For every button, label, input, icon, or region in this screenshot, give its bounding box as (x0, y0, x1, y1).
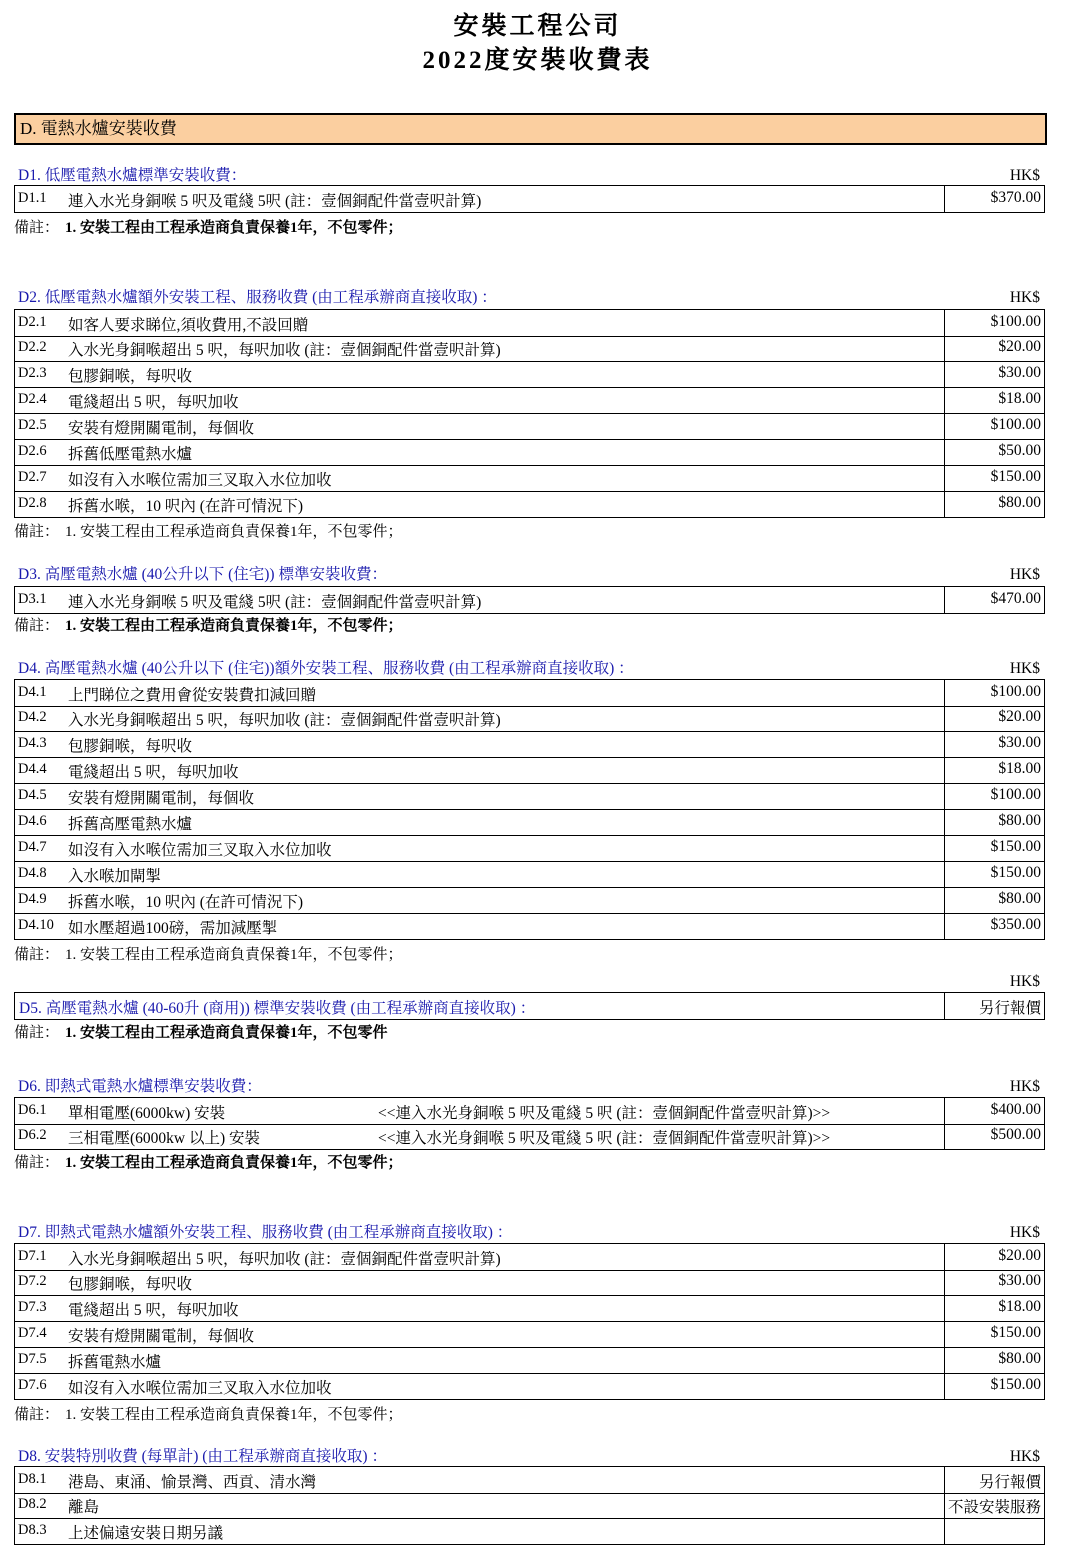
d1-header (14, 160, 1043, 186)
remark-text: 1. 安裝工程由工程承造商負責保養1年，不包零件； (65, 947, 403, 963)
remark-label: 備註： (14, 947, 60, 963)
item-price: $20.00 (944, 1244, 1044, 1270)
item-code: D3.1 (18, 591, 47, 607)
table-row (14, 1321, 1045, 1348)
item-code: D2.6 (18, 443, 47, 459)
item-price: $80.00 (944, 1347, 1044, 1373)
remark-label: 備註： (14, 1407, 60, 1423)
item-code: D8.2 (18, 1496, 47, 1512)
item-code: D8.3 (18, 1522, 47, 1538)
d1-remark (14, 216, 403, 237)
item-description: 如水壓超過100磅，需加減壓掣 (68, 920, 278, 937)
item-price: $100.00 (944, 783, 1044, 809)
item-code: D4.10 (18, 917, 54, 933)
item-description: 安裝有燈開關電制，每個收 (68, 420, 255, 437)
item-code: D6.1 (18, 1102, 47, 1118)
item-price: 不設安裝服務 (944, 1492, 1044, 1518)
table-row (14, 679, 1045, 707)
item-description: 上述偏遠安裝日期另議 (68, 1525, 224, 1542)
item-description: 如沒有入水喉位需加三叉取入水位加收 (68, 472, 332, 489)
d5-remark (14, 1021, 388, 1042)
table-row (14, 387, 1045, 414)
table-row (14, 705, 1045, 732)
item-description: 電綫超出 5 呎，每呎加收 (68, 1302, 239, 1319)
item-price: $150.00 (944, 465, 1044, 491)
table-row (14, 361, 1045, 388)
item-code: D2.5 (18, 417, 47, 433)
remark-text: 1. 安裝工程由工程承造商負責保養1年，不包零件； (65, 1407, 403, 1423)
item-code: D2.7 (18, 469, 47, 485)
remark-text: 1. 安裝工程由工程承造商負責保養1年，不包零件； (65, 618, 403, 634)
table-row (14, 809, 1045, 836)
item-code: D4.2 (18, 709, 47, 725)
item-price: $80.00 (944, 491, 1044, 517)
item-description: 連入水光身銅喉 5 呎及電綫 5呎 (註：壹個銅配件當壹呎計算) (68, 193, 482, 210)
item-price: $370.00 (944, 186, 1044, 212)
table-row (14, 439, 1045, 466)
section-header: D. 電熱水爐安裝收費 (14, 113, 1047, 145)
item-description: 拆舊水喉，10 呎內 (在許可情況下) (68, 894, 304, 911)
d4-header (14, 653, 1043, 679)
table-row (14, 1347, 1045, 1374)
item-price: $100.00 (944, 310, 1044, 336)
d3-header (14, 559, 1043, 585)
remark-label: 備註： (14, 1155, 60, 1171)
item-code: D4.3 (18, 735, 47, 751)
item-code: D7.6 (18, 1377, 47, 1393)
table-row (14, 185, 1045, 213)
item-code: D7.4 (18, 1325, 47, 1341)
item-description: 拆舊電熱水爐 (68, 1354, 162, 1371)
item-code: D8.1 (18, 1471, 47, 1487)
item-price: $500.00 (944, 1123, 1044, 1149)
d5-row (14, 992, 1045, 1020)
item-price: $20.00 (944, 705, 1044, 731)
d7-remark (14, 1403, 403, 1424)
item-price: $18.00 (944, 387, 1044, 413)
item-description: 包膠銅喉，每呎收 (68, 368, 193, 385)
item-description: 如沒有入水喉位需加三叉取入水位加收 (68, 842, 332, 859)
item-description: 拆舊水喉，10 呎內 (在許可情況下) (68, 498, 304, 515)
item-description: 港島、東涌、愉景灣、西貢、清水灣 (68, 1474, 317, 1491)
item-code: D4.8 (18, 865, 47, 881)
d3-title: D3. 高壓電熱水爐 (40公升以下 (住宅)) 標準安裝收費： (18, 566, 387, 583)
item-description: 單相電壓(6000kw) 安裝 (68, 1105, 226, 1122)
item-price: $400.00 (944, 1098, 1044, 1124)
item-price: $150.00 (944, 861, 1044, 887)
item-description: 如客人要求睇位,須收費用,不設回贈 (68, 317, 309, 334)
item-code: D2.4 (18, 391, 47, 407)
item-code: D1.1 (18, 190, 47, 206)
table-row (14, 1269, 1045, 1296)
item-price: $30.00 (944, 731, 1044, 757)
d2-title: D2. 低壓電熱水爐額外安裝工程、服務收費 (由工程承辦商直接收取) ： (18, 289, 497, 306)
item-price: $150.00 (944, 1373, 1044, 1399)
item-code: D2.3 (18, 365, 47, 381)
table-row (14, 731, 1045, 758)
remark-text: 1. 安裝工程由工程承造商負責保養1年，不包零件 (65, 1025, 388, 1041)
table-row (14, 586, 1045, 614)
item-code: D2.8 (18, 495, 47, 511)
item-price: $18.00 (944, 757, 1044, 783)
d8-title: D8. 安裝特別收費 (每單計) (由工程承辦商直接收取) ： (18, 1448, 387, 1465)
item-description: 安裝有燈開關電制，每個收 (68, 1328, 255, 1345)
item-price: $30.00 (944, 1269, 1044, 1295)
item-description: 包膠銅喉，每呎收 (68, 1276, 193, 1293)
item-price (944, 1518, 1044, 1544)
table-row (14, 1123, 1045, 1150)
item-code: D4.7 (18, 839, 47, 855)
item-description: 連入水光身銅喉 5 呎及電綫 5呎 (註：壹個銅配件當壹呎計算) (68, 594, 482, 611)
currency-label: HK$ (1009, 289, 1040, 306)
d5-currency-header (14, 966, 1043, 992)
item-description: 入水光身銅喉超出 5 呎，每呎加收 (註：壹個銅配件當壹呎計算) (68, 712, 501, 729)
item-description: 如沒有入水喉位需加三叉取入水位加收 (68, 1380, 332, 1397)
item-price: $100.00 (944, 413, 1044, 439)
item-description: 入水喉加閘掣 (68, 868, 162, 885)
table-row (14, 887, 1045, 914)
item-description: 安裝有燈開關電制，每個收 (68, 790, 255, 807)
table-row (14, 491, 1045, 518)
item-description: 入水光身銅喉超出 5 呎，每呎加收 (註：壹個銅配件當壹呎計算) (68, 1251, 501, 1268)
item-price: $350.00 (944, 913, 1044, 939)
item-code: D7.2 (18, 1273, 47, 1289)
item-price: $150.00 (944, 1321, 1044, 1347)
table-row (14, 1492, 1045, 1519)
table-row (14, 1373, 1045, 1400)
remark-label: 備註： (14, 220, 60, 236)
item-code: D7.1 (18, 1248, 47, 1264)
table-row (14, 309, 1045, 337)
d4-remark (14, 943, 403, 964)
d6-title: D6. 即熱式電熱水爐標準安裝收費： (18, 1078, 262, 1095)
item-code: D4.1 (18, 684, 47, 700)
item-price: $20.00 (944, 335, 1044, 361)
item-code: D4.6 (18, 813, 47, 829)
item-price: $30.00 (944, 361, 1044, 387)
d6-header (14, 1071, 1043, 1097)
d5-title: D5. 高壓電熱水爐 (40-60升 (商用)) 標準安裝收費 (由工程承辦商直接收取) ： (19, 1000, 536, 1017)
item-description: 包膠銅喉，每呎收 (68, 738, 193, 755)
item-code: D7.5 (18, 1351, 47, 1367)
item-description: 入水光身銅喉超出 5 呎，每呎加收 (註：壹個銅配件當壹呎計算) (68, 342, 501, 359)
item-price: $470.00 (944, 587, 1044, 613)
remark-label: 備註： (14, 524, 60, 540)
table-row (14, 913, 1045, 940)
table-row (14, 1295, 1045, 1322)
currency-label: HK$ (1009, 1224, 1040, 1241)
item-description: 電綫超出 5 呎，每呎加收 (68, 764, 239, 781)
table-row (14, 413, 1045, 440)
item-description: 電綫超出 5 呎，每呎加收 (68, 394, 239, 411)
d7-title: D7. 即熱式電熱水爐額外安裝工程、服務收費 (由工程承辦商直接收取) ： (18, 1224, 513, 1241)
item-description: 離島 (68, 1499, 100, 1516)
table-row (14, 861, 1045, 888)
item-code: D2.2 (18, 339, 47, 355)
table-row (14, 465, 1045, 492)
item-price: $150.00 (944, 835, 1044, 861)
currency-label: HK$ (1009, 1448, 1040, 1465)
table-row (14, 783, 1045, 810)
item-code: D4.5 (18, 787, 47, 803)
table-row (14, 1097, 1045, 1125)
item-code: D7.3 (18, 1299, 47, 1315)
currency-label: HK$ (1009, 973, 1040, 990)
d2-remark (14, 520, 403, 541)
item-code: D6.2 (18, 1127, 47, 1143)
item-description: 拆舊低壓電熱水爐 (68, 446, 193, 463)
item-note: <<連入水光身銅喉 5 呎及電綫 5 呎 (註：壹個銅配件當壹呎計算)>> (378, 1130, 831, 1147)
item-price: $80.00 (944, 887, 1044, 913)
remark-text: 1. 安裝工程由工程承造商負責保養1年，不包零件； (65, 220, 403, 236)
item-description: 上門睇位之費用會從安裝費扣減回贈 (68, 687, 317, 704)
table-row (14, 1243, 1045, 1271)
item-code: D4.9 (18, 891, 47, 907)
document-title: 2022度安裝收費表 (422, 47, 653, 74)
d2-header (14, 282, 1043, 308)
d5-price: 另行報價 (944, 993, 1044, 1019)
currency-label: HK$ (1009, 167, 1040, 184)
item-price: $80.00 (944, 809, 1044, 835)
d6-remark (14, 1151, 403, 1172)
d4-title: D4. 高壓電熱水爐 (40公升以下 (住宅))額外安裝工程、服務收費 (由工程承辦商直接收取) ： (18, 660, 634, 677)
table-row (14, 335, 1045, 362)
currency-label: HK$ (1009, 566, 1040, 583)
d1-title: D1. 低壓電熱水爐標準安裝收費： (18, 167, 247, 184)
remark-text: 1. 安裝工程由工程承造商負責保養1年，不包零件； (65, 1155, 403, 1171)
item-code: D4.4 (18, 761, 47, 777)
item-description: 拆舊高壓電熱水爐 (68, 816, 193, 833)
item-price: $18.00 (944, 1295, 1044, 1321)
table-row (14, 757, 1045, 784)
remark-label: 備註： (14, 1025, 60, 1041)
currency-label: HK$ (1009, 660, 1040, 677)
d3-remark (14, 614, 403, 635)
d7-header (14, 1217, 1043, 1243)
remark-label: 備註： (14, 618, 60, 634)
remark-text: 1. 安裝工程由工程承造商負責保養1年，不包零件； (65, 524, 403, 540)
table-row (14, 1466, 1045, 1494)
item-price: $100.00 (944, 680, 1044, 706)
item-price: $50.00 (944, 439, 1044, 465)
item-code: D2.1 (18, 314, 47, 330)
item-note: <<連入水光身銅喉 5 呎及電綫 5 呎 (註：壹個銅配件當壹呎計算)>> (378, 1105, 831, 1122)
table-row (14, 1518, 1045, 1545)
item-description: 三相電壓(6000kw 以上) 安裝 (68, 1130, 261, 1147)
currency-label: HK$ (1009, 1078, 1040, 1095)
item-price: 另行報價 (944, 1467, 1044, 1493)
table-row (14, 835, 1045, 862)
d8-header (14, 1441, 1043, 1467)
company-title: 安裝工程公司 (453, 13, 622, 40)
